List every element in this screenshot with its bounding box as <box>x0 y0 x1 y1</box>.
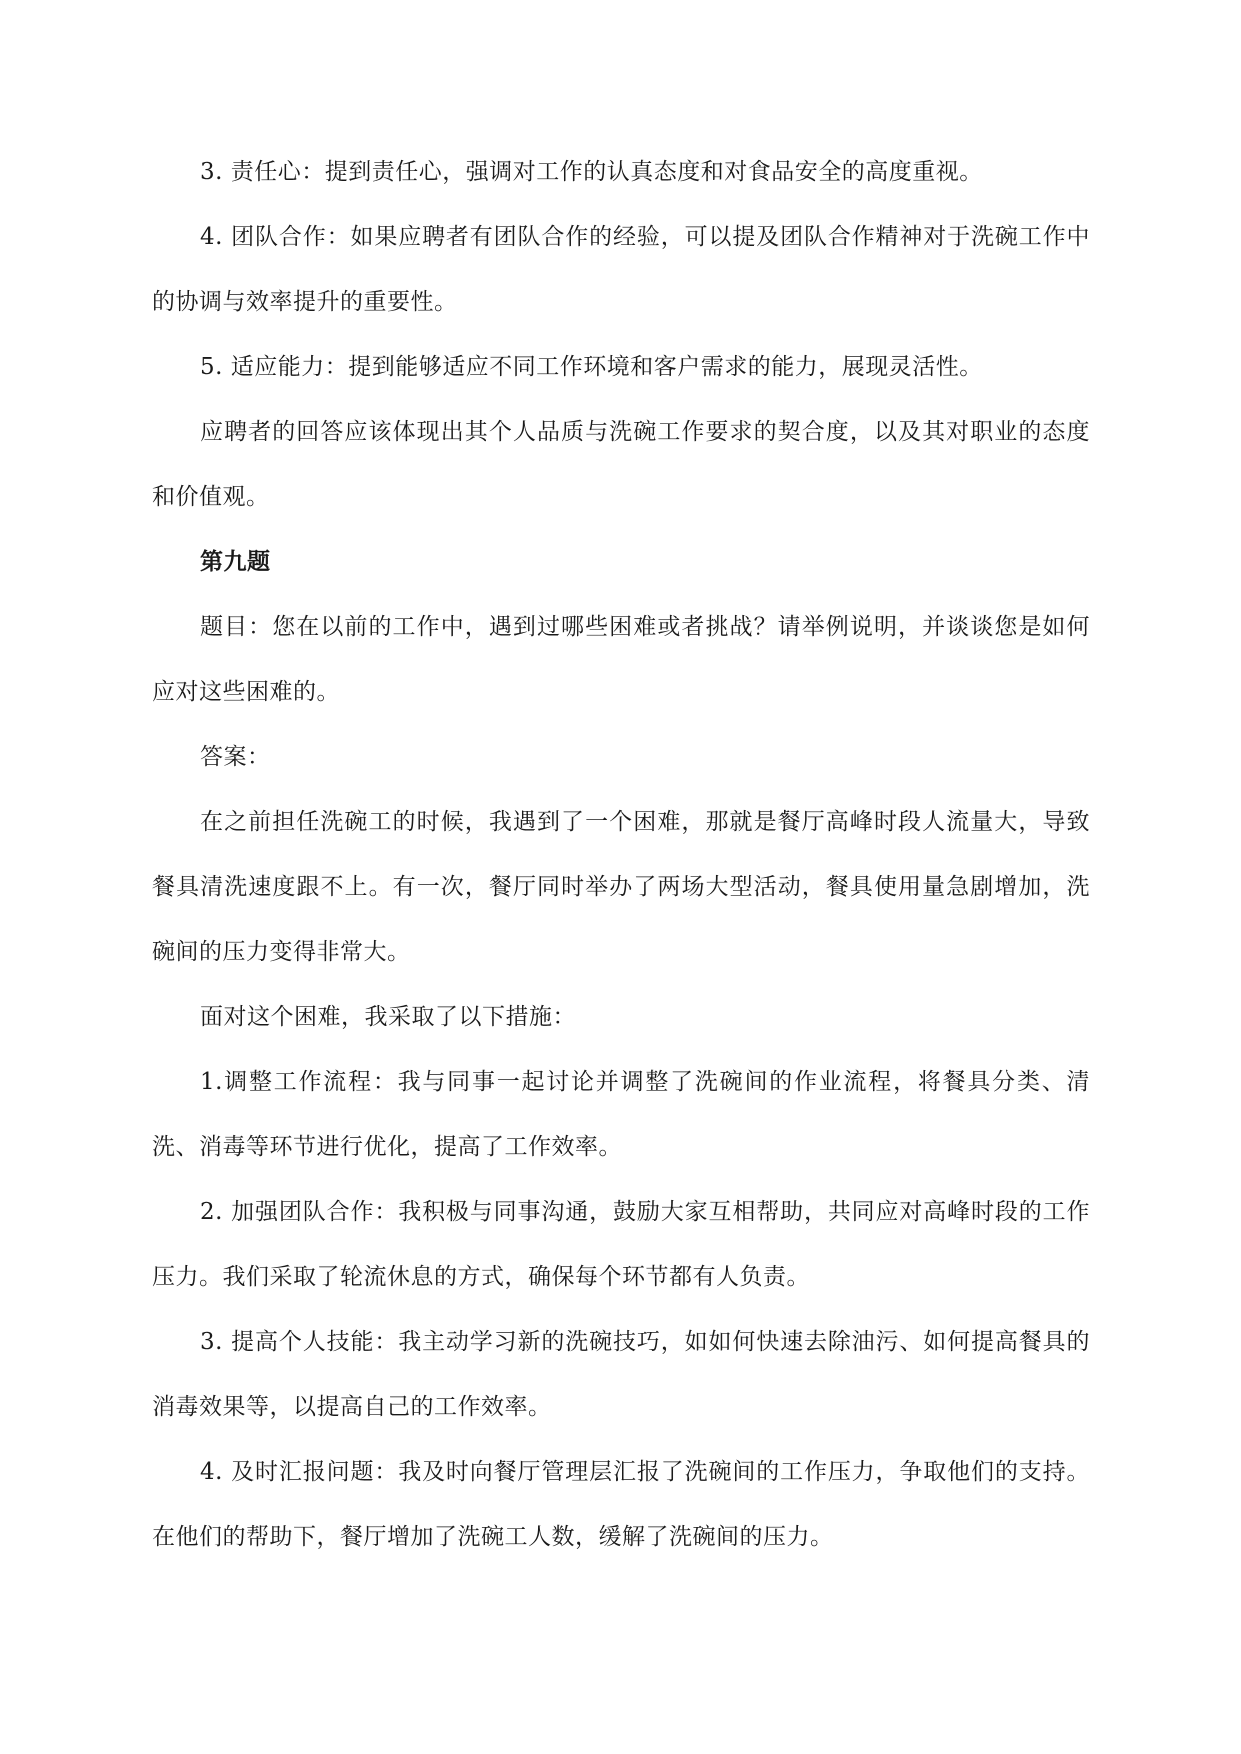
question-text: 题目：您在以前的工作中，遇到过哪些困难或者挑战？请举例说明，并谈谈您是如何应对这些困难的。 <box>152 614 1090 705</box>
answer-label: 答案： <box>200 744 271 770</box>
paragraph-summary: 应聘者的回答应该体现出其个人品质与洗碗工作要求的契合度，以及其对职业的态度和价值观。 <box>152 419 1090 510</box>
answer-list-item: 4. 及时汇报问题：我及时向餐厅管理层汇报了洗碗间的工作压力，争取他们的支持。在他们的帮助下，餐厅增加了洗碗工人数，缓解了洗碗间的压力。 <box>152 1459 1090 1550</box>
paragraph-responsibility: 3. 责任心：提到责任心，强调对工作的认真态度和对食品安全的高度重视。 <box>200 159 983 185</box>
paragraph-adaptability: 5. 适应能力：提到能够适应不同工作环境和客户需求的能力，展现灵活性。 <box>200 354 983 380</box>
paragraph-teamwork: 4. 团队合作：如果应聘者有团队合作的经验，可以提及团队合作精神对于洗碗工作中的协调与效率提升的重要性。 <box>152 224 1090 315</box>
answer-list-item: 2. 加强团队合作：我积极与同事沟通，鼓励大家互相帮助，共同应对高峰时段的工作压力。我们采取了轮流休息的方式，确保每个环节都有人负责。 <box>152 1199 1090 1290</box>
section-heading: 第九题 <box>200 549 271 575</box>
document-body <box>152 140 1090 1570</box>
answer-paragraph: 在之前担任洗碗工的时候，我遇到了一个困难，那就是餐厅高峰时段人流量大，导致餐具清洗速度跟不上。有一次，餐厅同时举办了两场大型活动，餐具使用量急剧增加，洗碗间的压力变得非常大。 <box>152 809 1090 965</box>
answer-list-item: 1.调整工作流程：我与同事一起讨论并调整了洗碗间的作业流程，将餐具分类、清洗、消毒等环节进行优化，提高了工作效率。 <box>152 1069 1090 1160</box>
answer-paragraph: 面对这个困难，我采取了以下措施： <box>200 1004 576 1030</box>
answer-list-item: 3. 提高个人技能：我主动学习新的洗碗技巧，如如何快速去除油污、如何提高餐具的消毒效果等，以提高自己的工作效率。 <box>152 1329 1090 1420</box>
